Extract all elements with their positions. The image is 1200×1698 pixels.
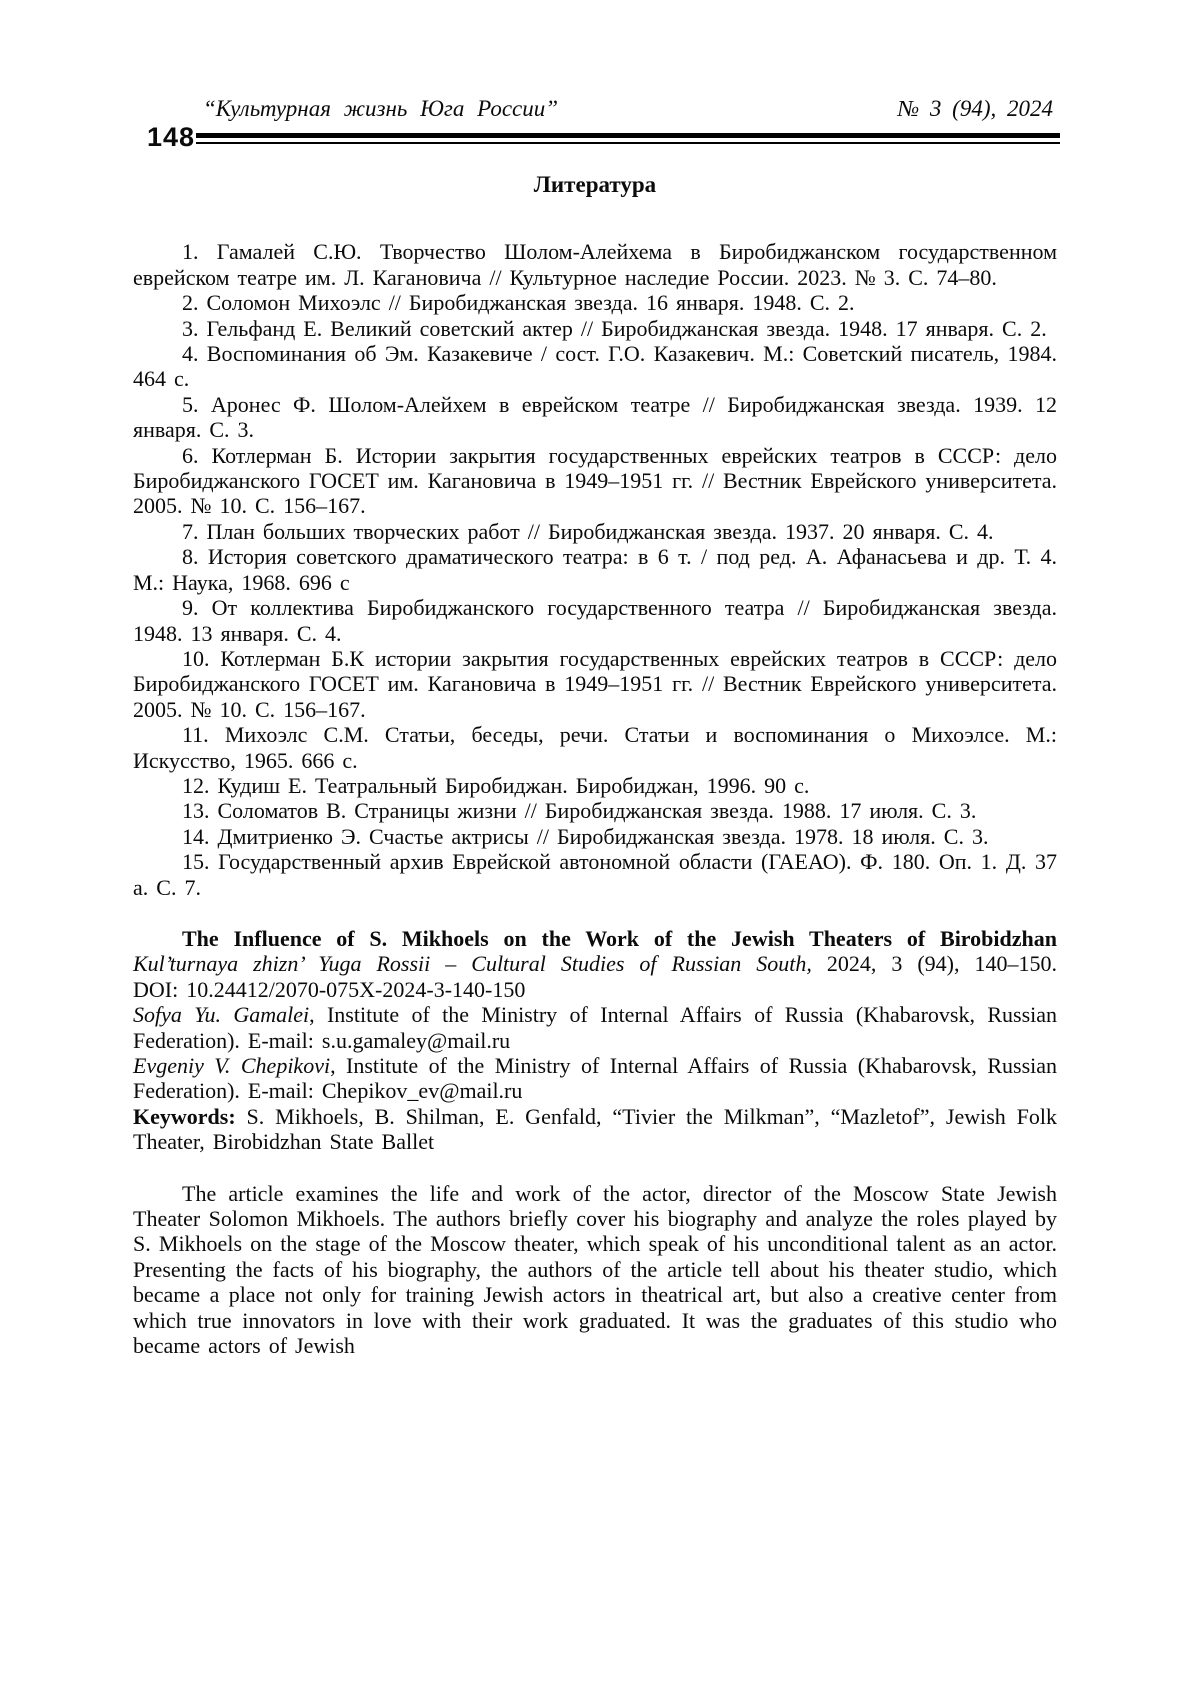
journal-citation-tail: 2024, 3 (94), 140–150. bbox=[811, 951, 1058, 977]
journal-citation-italic: Kul’turnaya zhizn’ Yuga Rossii – Cultural Studies of Russian South, bbox=[133, 951, 812, 977]
english-title: The Influence of S. Mikhoels on the Work of the Jewish Theaters of Birobidzhan bbox=[182, 925, 1057, 951]
header-rule-thin bbox=[196, 142, 1060, 144]
reference-item: 1. Гамалей С.Ю. Творчество Шолом-Алейхема в Биробиджанском государственном еврейском театре им. Л. Кагановича // Культурное наследие России. 2023. № 3. С. 74–80. bbox=[133, 239, 1057, 290]
reference-item: 9. От коллектива Биробиджанского государственного театра // Биробиджанская звезда. 1948. 13 января. С. 4. bbox=[133, 595, 1057, 646]
reference-item: 7. План больших творческих работ // Биробиджанская звезда. 1937. 20 января. С. 4. bbox=[182, 518, 994, 544]
reference-item: 8. История советского драматического театра: в 6 т. / под ред. А. Афанасьева и др. Т. 4. М.: Наука, 1968. 696 с bbox=[133, 544, 1057, 595]
author-name: Evgeniy V. Chepikovi bbox=[133, 1053, 331, 1078]
page-number: 148 bbox=[147, 122, 196, 152]
literature-heading: Литература bbox=[533, 172, 657, 197]
author-line bbox=[133, 1002, 1057, 1053]
text-column bbox=[133, 172, 1057, 1380]
reference-item: 14. Дмитриенко Э. Счастье актрисы // Биробиджанская звезда. 1978. 18 июля. С. 3. bbox=[182, 823, 989, 849]
header-rule-thick bbox=[196, 133, 1060, 138]
keywords-text: S. Mikhoels, B. Shilman, E. Genfald, “Tivier the Milkman”, “Mazletof”, Jewish Folk Theater, Birobidzhan State Ballet bbox=[133, 1103, 1057, 1155]
journal-title: “Культурная жизнь Юга России” bbox=[203, 96, 559, 121]
abstract-paragraph: The article examines the life and work of the actor, director of the Moscow State Jewish Theater Solomon Mikhoels. The authors briefly cover his biography and analyze the roles played by S. Mikhoels on the stage of the Moscow theater, which speak of his unconditional talent as an actor. Presenting the facts of his biography, the authors of the article tell about his theater studio, which became a place not only for training Jewish actors in theatrical art, but also a creative center from which true innovators in love with their work graduated. It was the graduates of this studio who became actors of Jewish bbox=[133, 1180, 1057, 1359]
author-name: Sofya Yu. Gamalei bbox=[133, 1002, 310, 1028]
reference-item: 12. Кудиш Е. Театральный Биробиджан. Биробиджан, 1996. 90 с. bbox=[182, 772, 810, 798]
author-affiliation: , Institute of the Ministry of Internal Affairs of Russia (Khabarovsk, Russian Federation). E-mail: Chepikov_ev@mail.ru bbox=[133, 1053, 1058, 1104]
author-line bbox=[133, 1053, 1057, 1104]
doi-line: DOI: 10.24412/2070-075X-2024-3-140-150 bbox=[133, 976, 526, 1002]
keywords-label: Keywords: bbox=[133, 1103, 236, 1129]
keywords-line bbox=[133, 1104, 1057, 1155]
journal-citation bbox=[133, 951, 1057, 976]
author-affiliation: , Institute of the Ministry of Internal Affairs of Russia (Khabarovsk, Russian Federation). E-mail: s.u.gamaley@mail.ru bbox=[133, 1002, 1058, 1053]
reference-item: 2. Соломон Михоэлс // Биробиджанская звезда. 16 января. 1948. С. 2. bbox=[182, 290, 855, 316]
reference-item: 11. Михоэлс С.М. Статьи, беседы, речи. Статьи и воспоминания о Михоэлсе. М.: Искусство, 1965. 666 с. bbox=[133, 722, 1057, 773]
issue-number: № 3 (94), 2024 bbox=[897, 96, 1053, 121]
reference-item: 5. Аронес Ф. Шолом-Алейхем в еврейском театре // Биробиджанская звезда. 1939. 12 января. С. 3. bbox=[133, 391, 1057, 443]
reference-item: 15. Государственный архив Еврейской автономной области (ГАЕАО). Ф. 180. Оп. 1. Д. 37 а. С. 7. bbox=[133, 849, 1057, 900]
reference-item: 3. Гельфанд Е. Великий советский актер // Биробиджанская звезда. 1948. 17 января. С. 2. bbox=[182, 315, 1047, 341]
reference-item: 4. Воспоминания об Эм. Казакевиче / сост. Г.О. Казакевич. М.: Советский писатель, 1984. 464 с. bbox=[133, 341, 1057, 392]
english-metadata-block bbox=[133, 926, 1057, 1155]
reference-item: 10. Котлерман Б.К истории закрытия государственных еврейских театров в СССР: дело Биробиджанского ГОСЕТ им. Кагановича в 1949–1951 гг. // Вестник Еврейского университета. 2005. № 10. С. 156–167. bbox=[133, 645, 1057, 722]
reference-item: 6. Котлерман Б. Истории закрытия государственных еврейских театров в СССР: дело Биробиджанского ГОСЕТ им. Кагановича в 1949–1951 гг. // Вестник Еврейского университета. 2005. № 10. С. 156–167. bbox=[133, 442, 1057, 519]
reference-item: 13. Соломатов В. Страницы жизни // Биробиджанская звезда. 1988. 17 июля. С. 3. bbox=[182, 798, 977, 824]
